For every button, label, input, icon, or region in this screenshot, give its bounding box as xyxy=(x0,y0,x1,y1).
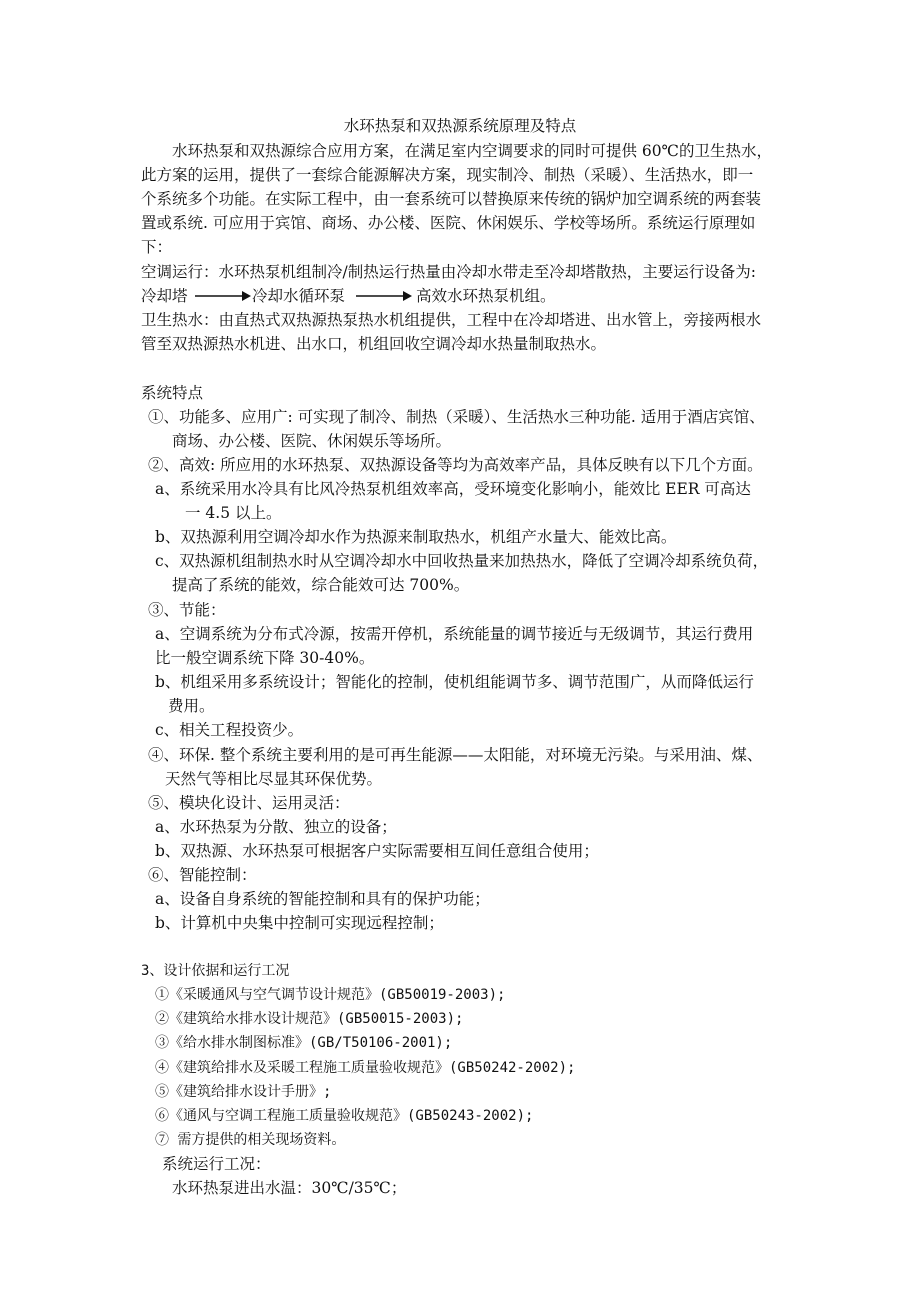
standard-item: ⑦ 需方提供的相关现场资料。 xyxy=(155,1132,346,1148)
feature-line: a、水环热泵为分散、独立的设备； xyxy=(155,818,397,836)
feature-line: 天然气等相比尽显其环保优势。 xyxy=(165,770,383,788)
standard-item: ⑤《建筑给排水设计手册》; xyxy=(155,1084,332,1100)
standard-item: ②《建筑给水排水设计规范》(GB50015-2003); xyxy=(155,1011,464,1027)
flow-arrow-icon xyxy=(356,286,412,306)
section3-heading: 3、设计依据和运行工况 xyxy=(141,963,290,979)
flow-item-cooling-tower: 冷却塔 xyxy=(141,287,188,305)
feature-line: a、空调系统为分布式冷源，按需开停机，系统能量的调节接近与无级调节，其运行费用 xyxy=(155,625,754,643)
feature-line: a、设备自身系统的智能控制和具有的保护功能； xyxy=(155,890,490,908)
feature-line: ③、节能： xyxy=(148,601,226,619)
standard-item: ④《建筑给排水及采暖工程施工质量验收规范》(GB50242-2002); xyxy=(155,1060,576,1076)
feature-line: c、双热源机组制热水时从空调冷却水中回收热量来加热热水，降低了空调冷却系统负荷， xyxy=(155,552,769,570)
ac-operation-line: 空调运行：水环热泵机组制冷/制热运行热量由冷却水带走至冷却塔散热，主要运行设备为: xyxy=(141,263,756,281)
condition-item: 水环热泵进出水温：30℃/35℃； xyxy=(172,1179,407,1197)
features-heading: 系统特点 xyxy=(141,384,204,402)
standard-item: ⑥《通风与空调工程施工质量验收规范》(GB50243-2002); xyxy=(155,1108,534,1124)
flow-item-pump: 冷却水循环泵 xyxy=(252,287,346,305)
feature-line: ④、环保. 整个系统主要利用的是可再生能源——太阳能，对环境无污染。与采用油、煤、 xyxy=(148,746,763,764)
feature-line: 商场、办公楼、医院、休闲娱乐等场所。 xyxy=(172,432,452,450)
intro-line: 个系统多个功能。在实际工程中，由一套系统可以替换原来传统的锅炉加空调系统的两套装 xyxy=(141,190,762,208)
flow-item-heat-pump-unit: 高效水环热泵机组。 xyxy=(416,287,556,305)
feature-line: 一 4.5 以上。 xyxy=(185,504,282,522)
ac-flow-diagram xyxy=(141,286,841,306)
feature-line: a、系统采用水冷具有比风冷热泵机组效率高，受环境变化影响小，能效比 EER 可高达 xyxy=(155,480,751,498)
feature-line: 比一般空调系统下降 30-40%。 xyxy=(155,649,375,667)
intro-line: 水环热泵和双热源综合应用方案，在满足室内空调要求的同时可提供 60℃的卫生热水， xyxy=(172,142,772,160)
standard-item: ①《采暖通风与空气调节设计规范》(GB50019-2003); xyxy=(155,987,506,1003)
feature-line: b、双热源、水环热泵可根据客户实际需要相互间任意组合使用； xyxy=(155,842,599,860)
feature-line: b、机组采用多系统设计；智能化的控制，使机组能调节多、调节范围广，从而降低运行 xyxy=(155,673,754,691)
feature-line: 提高了系统的能效，综合能效可达 700%。 xyxy=(172,576,470,594)
intro-line: 置或系统. 可应用于宾馆、商场、办公楼、医院、休闲娱乐、学校等场所。系统运行原理如 xyxy=(141,214,756,232)
flow-arrow-icon xyxy=(195,286,251,306)
feature-line: b、双热源利用空调冷却水作为热源来制取热水，机组产水量大、能效比高。 xyxy=(155,528,677,546)
feature-line: ②、高效: 所应用的水环热泵、双热源设备等均为高效率产品，具体反映有以下几个方面。 xyxy=(148,456,763,474)
feature-line: b、计算机中央集中控制可实现远程控制； xyxy=(155,914,444,932)
feature-line: ⑤、模块化设计、运用灵活： xyxy=(148,794,350,812)
feature-line: c、相关工程投资少。 xyxy=(155,721,304,739)
feature-line: 费用。 xyxy=(168,697,215,715)
intro-line: 此方案的运用，提供了一套综合能源解决方案，现实制冷、制热（采暖）、生活热水，即一 xyxy=(141,166,754,184)
feature-line: ①、功能多、应用广: 可实现了制冷、制热（采暖）、生活热水三种功能. 适用于酒店宾馆、 xyxy=(148,408,765,426)
conditions-heading: 系统运行工况： xyxy=(162,1155,271,1173)
hot-water-line: 管至双热源热水机进、出水口，机组回收空调冷却水热量制取热水。 xyxy=(141,335,607,353)
document-title: 水环热泵和双热源系统原理及特点 xyxy=(343,117,577,135)
standard-item: ③《给水排水制图标准》(GB/T50106-2001); xyxy=(155,1035,453,1051)
feature-line: ⑥、智能控制： xyxy=(148,866,257,884)
intro-line: 下： xyxy=(141,238,173,256)
hot-water-line: 卫生热水：由直热式双热源热泵热水机组提供，工程中在冷却塔进、出水管上，旁接两根水 xyxy=(141,311,762,329)
